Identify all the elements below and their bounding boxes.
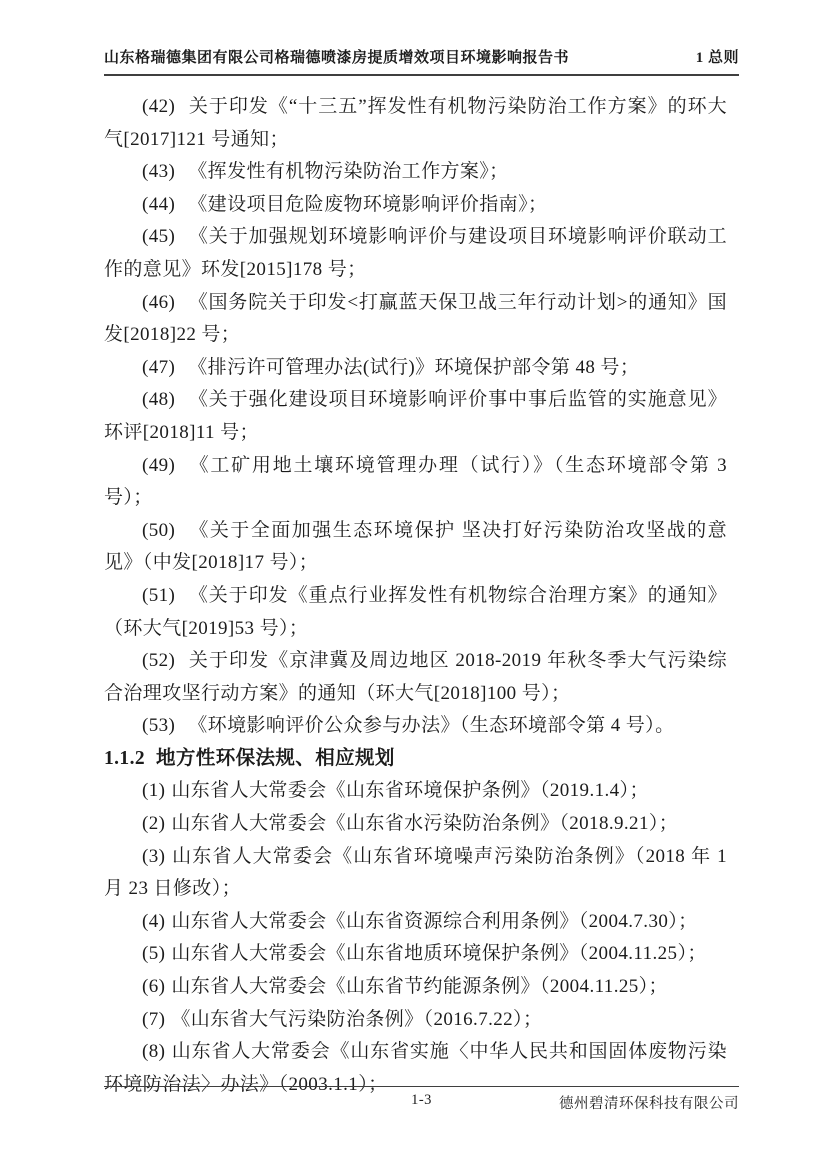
regulation-item-51: [104, 580, 727, 645]
item-text: 《排污许可管理办法(试行)》环境保护部令第 48 号；: [188, 356, 640, 378]
item-number: (50): [142, 519, 176, 541]
section-number: 1.1.2: [104, 747, 145, 769]
item-text: 山东省人大常委会《山东省水污染防治条例》（2018.9.21）；: [171, 813, 679, 835]
footer-company: 德州碧清环保科技有限公司: [559, 1096, 739, 1112]
item-text: 《建设项目危险废物环境影响评价指南》；: [188, 193, 548, 215]
item-number: (48): [142, 389, 176, 411]
item-number: (44): [142, 193, 176, 215]
item-number: (42): [142, 96, 176, 117]
regulation-item-52: [104, 645, 727, 710]
regulation-item-46: [104, 287, 727, 352]
item-text: 《山东省大气污染防治条例》（2016.7.22）；: [171, 1008, 543, 1030]
item-number: (4): [142, 910, 166, 932]
local-regulation-item-7: [104, 1004, 727, 1037]
item-text: 《关于全面加强生态环境保护 坚决打好污染防治攻坚战的意见》（中发[2018]17 号）；: [104, 519, 727, 574]
item-text: 关于印发《京津冀及周边地区 2018-2019 年秋冬季大气污染综合治理攻坚行动方案》的通知（环大气[2018]100 号）；: [104, 650, 727, 704]
header-chapter-label: 1 总则: [695, 50, 739, 66]
item-text: 山东省人大常委会《山东省实施〈中华人民共和国固体废物污染环境防治法〉办法》（2003.1.1）；: [104, 1041, 727, 1095]
item-text: 山东省人大常委会《山东省节约能源条例》（2004.11.25）；: [171, 976, 668, 998]
local-regulation-item-6: [104, 971, 727, 1004]
item-number: (2): [142, 813, 166, 835]
regulation-item-47: [104, 352, 727, 385]
item-text: 山东省人大常委会《山东省地质环境保护条例》（2004.11.25）；: [171, 943, 707, 965]
regulation-item-48: [104, 384, 727, 449]
local-regulation-item-5: [104, 938, 727, 971]
item-number: (43): [142, 161, 176, 183]
item-text: 《关于加强规划环境影响评价与建设项目环境影响评价联动工作的意见》环发[2015]178 号；: [104, 226, 727, 280]
page-body: [104, 91, 727, 1101]
item-text: 《关于印发《重点行业挥发性有机物综合治理方案》的通知》（环大气[2019]53 号）；: [104, 584, 727, 639]
item-text: 山东省人大常委会《山东省环境噪声污染防治条例》（2018 年 1 月 23 日修改）；: [104, 845, 727, 900]
local-regulation-item-4: [104, 906, 727, 939]
page-number: 1-3: [411, 1092, 432, 1108]
item-number: (5): [142, 943, 166, 965]
regulation-item-53: [104, 710, 727, 743]
item-text: 山东省人大常委会《山东省环境保护条例》（2019.1.4）；: [171, 780, 649, 802]
item-number: (53): [142, 715, 176, 737]
page-header: [104, 46, 739, 76]
local-regulation-item-3: [104, 841, 727, 906]
item-number: (47): [142, 356, 176, 378]
item-number: (7): [142, 1008, 166, 1030]
local-regulation-item-1: [104, 775, 727, 808]
item-text: 《挥发性有机物污染防治工作方案》；: [188, 161, 509, 183]
item-number: (1): [142, 780, 166, 802]
regulation-item-44: [104, 189, 727, 222]
item-number: (49): [142, 454, 176, 476]
item-number: (45): [142, 226, 176, 248]
regulation-item-50: [104, 515, 727, 580]
section-title: 地方性环保法规、相应规划: [156, 747, 395, 769]
item-text: 山东省人大常委会《山东省资源综合利用条例》（2004.7.30）；: [171, 910, 698, 932]
regulation-item-43: [104, 156, 727, 189]
regulation-item-42: [104, 91, 727, 156]
section-heading: [104, 743, 727, 776]
item-text: 《环境影响评价公众参与办法》（生态环境部令第 4 号）。: [188, 715, 675, 737]
item-number: (51): [142, 584, 176, 606]
local-regulation-item-2: [104, 808, 727, 841]
item-number: (46): [142, 291, 176, 313]
item-text: 《工矿用地土壤环境管理办理（试行）》（生态环境部令第 3 号）；: [104, 454, 727, 509]
item-number: (3): [142, 845, 166, 867]
regulation-item-45: [104, 221, 727, 286]
footer-row: [104, 1092, 739, 1112]
item-text: 关于印发《“十三五”挥发性有机物污染防治工作方案》的环大气[2017]121 号通知；: [104, 96, 727, 150]
item-text: 《关于强化建设项目环境影响评价事中事后监管的实施意见》环评[2018]11 号；: [104, 389, 727, 443]
item-number: (6): [142, 976, 166, 998]
item-text: 《国务院关于印发<打赢蓝天保卫战三年行动计划>的通知》国发[2018]22 号；: [104, 291, 727, 346]
item-number: (8): [142, 1041, 166, 1063]
regulation-item-49: [104, 450, 727, 515]
item-number: (52): [142, 650, 176, 672]
header-doc-title: 山东格瑞德集团有限公司格瑞德喷漆房提质增效项目环境影响报告书: [104, 50, 570, 66]
page-footer: [104, 1086, 739, 1112]
